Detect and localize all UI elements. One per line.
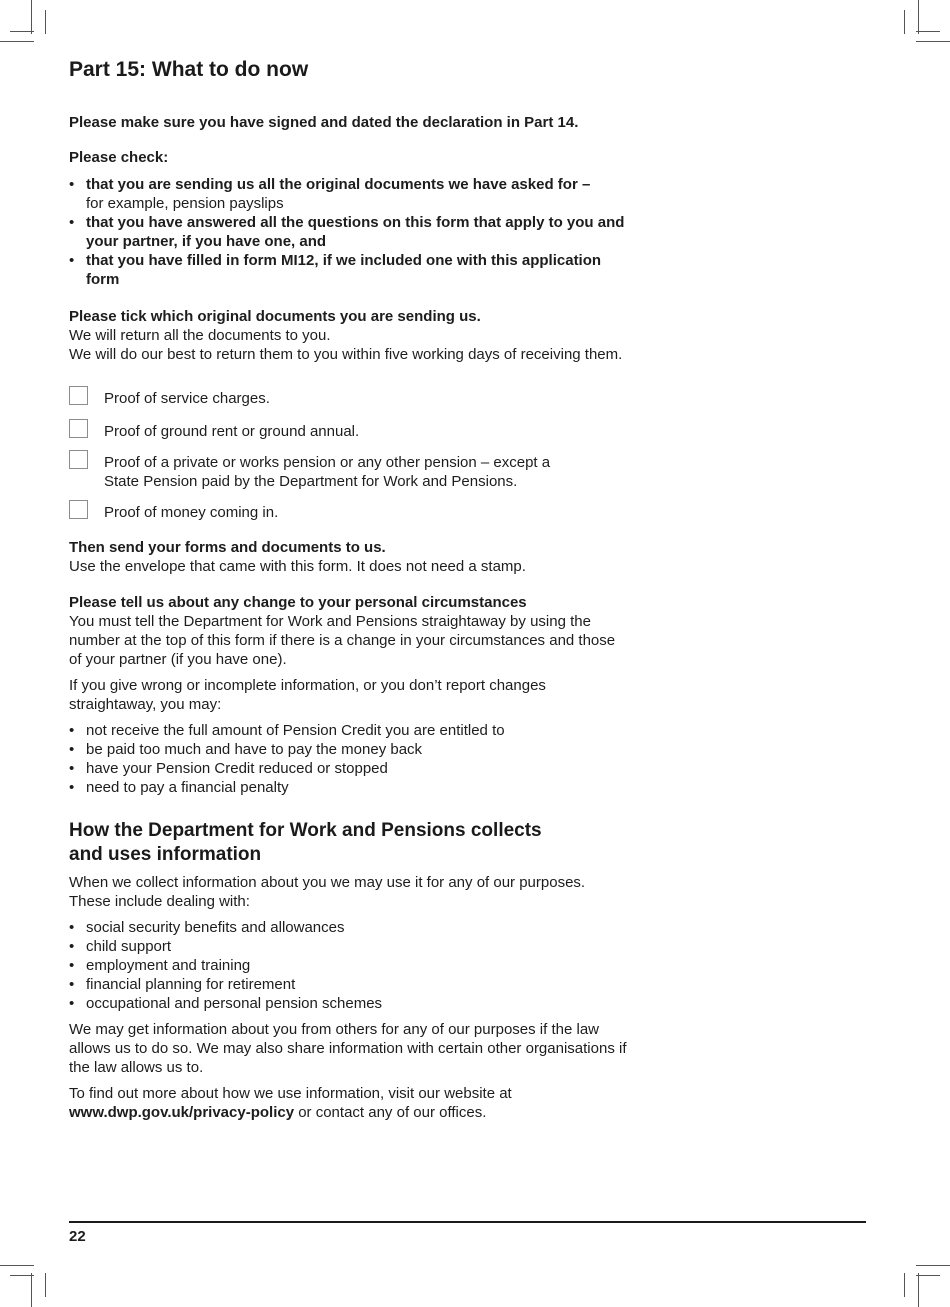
crop-mark (45, 10, 46, 34)
checkbox[interactable] (69, 419, 88, 438)
change-text: You must tell the Department for Work and Pensions straightaway by using the number at the top of this form if there is a change in your circumstances and those of your partner (if you have one). (69, 613, 616, 668)
crop-mark (0, 41, 34, 42)
crop-mark (31, 1273, 32, 1307)
privacy-policy-link[interactable]: www.dwp.gov.uk/privacy-policy (69, 1104, 295, 1121)
crop-mark (916, 1265, 950, 1266)
crop-mark (916, 1275, 940, 1276)
consequences-list (69, 721, 629, 797)
crop-mark (916, 31, 940, 32)
share-text: We may get information about you from others for any of our purposes if the law allows us to do so. We may also share information with certain other organisations if the law allows us to. (69, 1021, 627, 1076)
send-heading: Then send your forms and documents to us. (69, 539, 386, 556)
dwp-text: When we collect information about you we may use it for any of our purposes. These include dealing with: (69, 874, 586, 910)
find-out-more (69, 1084, 629, 1122)
crop-mark (916, 41, 950, 42)
section-heading: How the Department for Work and Pensions collects and uses information (69, 820, 542, 865)
list-item: • employment and training (69, 956, 629, 975)
checkbox-row[interactable] (69, 503, 629, 522)
check-item (69, 175, 629, 213)
crop-mark (10, 1275, 34, 1276)
crop-mark (31, 0, 32, 34)
crop-mark (0, 1265, 34, 1266)
list-item: • social security benefits and allowances (69, 918, 629, 937)
crop-mark (45, 1273, 46, 1297)
tick-heading: Please tick which original documents you are sending us. (69, 308, 481, 325)
check-list (69, 175, 629, 289)
list-item: • be paid too much and have to pay the money back (69, 740, 629, 759)
send-text: Use the envelope that came with this form. It does not need a stamp. (69, 558, 526, 575)
page-number: 22 (69, 1228, 86, 1245)
change-heading: Please tell us about any change to your personal circumstances (69, 594, 527, 611)
list-item: • financial planning for retirement (69, 975, 629, 994)
checkbox[interactable] (69, 450, 88, 469)
check-heading: Please check: (69, 149, 169, 166)
check-item-bold: that you have answered all the questions on this form that apply to you and your partner, if you have one, and (86, 214, 625, 250)
page-content (69, 56, 629, 1122)
check-item (69, 213, 629, 251)
checkbox[interactable] (69, 500, 88, 519)
tick-line-1: We will return all the documents to you. (69, 327, 331, 344)
checkbox-label: Proof of a private or works pension or any other pension – except a State Pension paid by the Department for Work and Pensions. (104, 454, 551, 490)
checkbox-row[interactable] (69, 453, 629, 491)
crop-mark (10, 31, 34, 32)
document-checklist (69, 389, 629, 522)
find-text: To find out more about how we use information, visit our website at (69, 1085, 512, 1102)
find-text-end: or contact any of our offices. (294, 1104, 487, 1121)
crop-mark (904, 1273, 905, 1297)
checkbox-label: Proof of money coming in. (104, 504, 279, 521)
page-title: Part 15: What to do now (69, 58, 309, 81)
checkbox-label: Proof of ground rent or ground annual. (104, 423, 360, 440)
list-item: • have your Pension Credit reduced or stopped (69, 759, 629, 778)
checkbox-row[interactable] (69, 389, 629, 408)
crop-mark (904, 10, 905, 34)
list-item: • need to pay a financial penalty (69, 778, 629, 797)
tick-line-2: We will do our best to return them to you within five working days of receiving them. (69, 346, 623, 363)
list-item: • occupational and personal pension schemes (69, 994, 629, 1013)
check-item-bold: that you have filled in form MI12, if we included one with this application form (86, 252, 602, 288)
checkbox-row[interactable] (69, 422, 629, 441)
crop-mark (918, 1273, 919, 1307)
intro-text: Please make sure you have signed and dated the declaration in Part 14. (69, 114, 579, 131)
list-item: • child support (69, 937, 629, 956)
checkbox-label: Proof of service charges. (104, 390, 270, 407)
checkbox[interactable] (69, 386, 88, 405)
check-item-bold: that you are sending us all the original documents we have asked for – (86, 176, 591, 193)
list-item: • not receive the full amount of Pension Credit you are entitled to (69, 721, 629, 740)
crop-mark (918, 0, 919, 34)
check-item-text: for example, pension payslips (86, 195, 284, 212)
footer-divider (69, 1221, 866, 1223)
check-item (69, 251, 629, 289)
wrong-info-text: If you give wrong or incomplete information, or you don’t report changes straightaway, you may: (69, 677, 546, 713)
purposes-list (69, 918, 629, 1013)
